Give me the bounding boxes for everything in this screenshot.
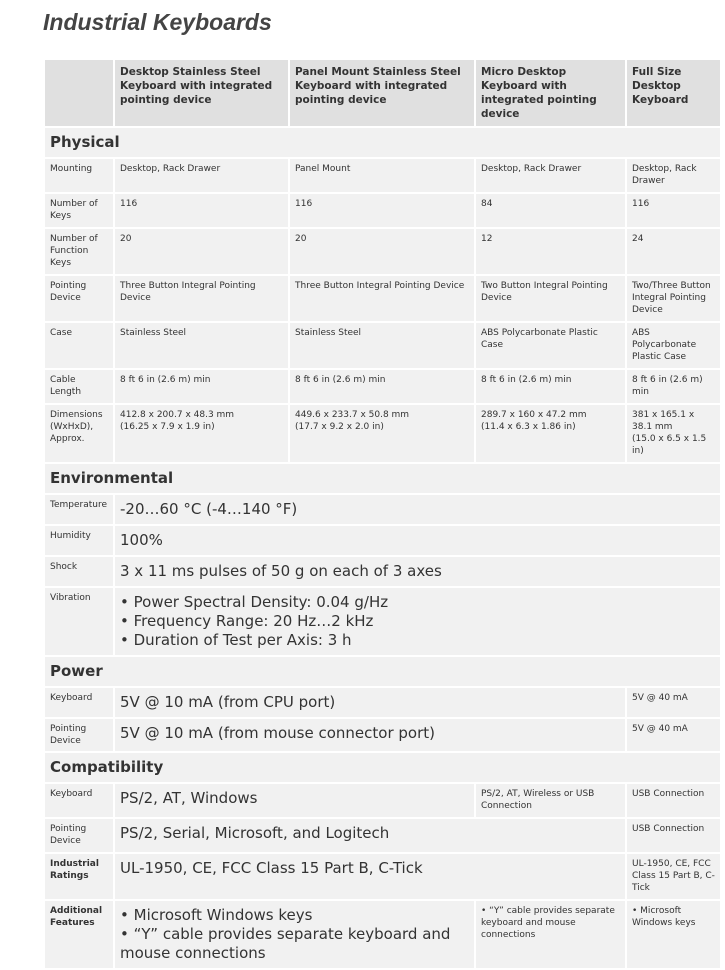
dimension-metric: 381 x 165.1 x 38.1 mm <box>632 410 695 432</box>
row-label: Dimensions (WxHxD), Approx. <box>44 404 114 463</box>
row-label: Industrial Ratings <box>44 853 114 900</box>
column-header: Full Size Desktop Keyboard <box>626 59 721 127</box>
table-row <box>44 193 721 228</box>
table-cell: 84 <box>475 193 626 228</box>
table-cell: UL-1950, CE, FCC Class 15 Part B, C-Tick <box>626 853 721 900</box>
table-row <box>44 853 721 900</box>
list-item: • Frequency Range: 20 Hz…2 kHz <box>120 612 715 631</box>
table-cell: 8 ft 6 in (2.6 m) min <box>475 369 626 404</box>
table-cell: 116 <box>626 193 721 228</box>
table-cell: 5V @ 10 mA (from mouse connector port) <box>114 718 626 752</box>
section-heading-power: Power <box>44 656 721 687</box>
table-cell: Desktop, Rack Drawer <box>626 158 721 193</box>
table-cell <box>626 900 721 969</box>
row-label: Pointing Device <box>44 818 114 853</box>
section-heading-compatibility: Compatibility <box>44 752 721 783</box>
table-cell: ABS Polycarbonate Plastic Case <box>626 322 721 369</box>
section-heading-environmental: Environmental <box>44 463 721 494</box>
table-row <box>44 818 721 853</box>
table-row <box>44 322 721 369</box>
table-cell: Panel Mount <box>289 158 475 193</box>
table-cell: Desktop, Rack Drawer <box>475 158 626 193</box>
table-cell <box>289 404 475 463</box>
table-cell <box>114 900 475 969</box>
table-row <box>44 783 721 818</box>
table-cell: 8 ft 6 in (2.6 m) min <box>626 369 721 404</box>
column-header: Desktop Stainless Steel Keyboard with integrated pointing device <box>114 59 289 127</box>
row-label: Number of Function Keys <box>44 228 114 275</box>
table-cell: 3 x 11 ms pulses of 50 g on each of 3 axes <box>114 556 721 587</box>
table-cell: 116 <box>114 193 289 228</box>
table-cell <box>475 900 626 969</box>
table-row <box>44 587 721 656</box>
table-cell: Desktop, Rack Drawer <box>114 158 289 193</box>
table-cell: UL-1950, CE, FCC Class 15 Part B, C-Tick <box>114 853 626 900</box>
table-cell: 8 ft 6 in (2.6 m) min <box>289 369 475 404</box>
table-row <box>44 556 721 587</box>
table-cell: Stainless Steel <box>289 322 475 369</box>
table-row <box>44 718 721 752</box>
row-label: Mounting <box>44 158 114 193</box>
header-corner <box>44 59 114 127</box>
table-row <box>44 404 721 463</box>
table-cell <box>114 404 289 463</box>
table-cell: 12 <box>475 228 626 275</box>
section-heading-physical: Physical <box>44 127 721 158</box>
dimension-imperial: (17.7 x 9.2 x 2.0 in) <box>295 422 384 432</box>
table-cell: PS/2, Serial, Microsoft, and Logitech <box>114 818 626 853</box>
table-cell: Three Button Integral Pointing Device <box>289 275 475 322</box>
list-item: • Microsoft Windows keys <box>120 906 469 925</box>
table-cell <box>475 404 626 463</box>
table-row <box>44 369 721 404</box>
spec-table <box>43 58 722 970</box>
table-cell: -20…60 °C (-4…140 °F) <box>114 494 721 525</box>
table-cell: 8 ft 6 in (2.6 m) min <box>114 369 289 404</box>
table-cell: Two/Three Button Integral Pointing Device <box>626 275 721 322</box>
table-cell: 100% <box>114 525 721 556</box>
table-row <box>44 158 721 193</box>
table-cell: 20 <box>114 228 289 275</box>
table-cell: PS/2, AT, Windows <box>114 783 475 818</box>
table-cell: 5V @ 10 mA (from CPU port) <box>114 687 626 718</box>
table-cell: 116 <box>289 193 475 228</box>
row-label: Number of Keys <box>44 193 114 228</box>
table-cell: USB Connection <box>626 783 721 818</box>
row-label: Vibration <box>44 587 114 656</box>
table-cell <box>114 587 721 656</box>
header-row <box>44 59 721 127</box>
row-label: Keyboard <box>44 783 114 818</box>
row-label: Pointing Device <box>44 718 114 752</box>
column-header: Micro Desktop Keyboard with integrated pointing device <box>475 59 626 127</box>
table-row <box>44 900 721 969</box>
table-cell: Two Button Integral Pointing Device <box>475 275 626 322</box>
list-item: • “Y” cable provides separate keyboard and mouse connections <box>120 925 469 963</box>
row-label: Humidity <box>44 525 114 556</box>
column-header: Panel Mount Stainless Steel Keyboard with integrated pointing device <box>289 59 475 127</box>
list-item: • Power Spectral Density: 0.04 g/Hz <box>120 593 715 612</box>
row-label: Additional Features <box>44 900 114 969</box>
table-cell: 5V @ 40 mA <box>626 718 721 752</box>
table-row <box>44 275 721 322</box>
row-label: Keyboard <box>44 687 114 718</box>
dimension-imperial: (16.25 x 7.9 x 1.9 in) <box>120 422 215 432</box>
list-item: • Microsoft Windows keys <box>632 905 715 929</box>
table-cell: 5V @ 40 mA <box>626 687 721 718</box>
row-label: Case <box>44 322 114 369</box>
table-row <box>44 525 721 556</box>
table-cell: PS/2, AT, Wireless or USB Connection <box>475 783 626 818</box>
dimension-metric: 289.7 x 160 x 47.2 mm <box>481 410 587 420</box>
table-cell: 20 <box>289 228 475 275</box>
table-cell: Three Button Integral Pointing Device <box>114 275 289 322</box>
table-cell: 24 <box>626 228 721 275</box>
row-label: Temperature <box>44 494 114 525</box>
table-row <box>44 494 721 525</box>
table-cell <box>626 404 721 463</box>
table-cell: Stainless Steel <box>114 322 289 369</box>
dimension-metric: 412.8 x 200.7 x 48.3 mm <box>120 410 235 420</box>
list-item: • “Y” cable provides separate keyboard and mouse connections <box>481 905 620 941</box>
list-item: • Duration of Test per Axis: 3 h <box>120 631 715 650</box>
page-title: Industrial Keyboards <box>43 9 272 35</box>
table-row <box>44 687 721 718</box>
row-label: Shock <box>44 556 114 587</box>
dimension-metric: 449.6 x 233.7 x 50.8 mm <box>295 410 410 420</box>
row-label: Pointing Device <box>44 275 114 322</box>
table-cell: USB Connection <box>626 818 721 853</box>
dimension-imperial: (11.4 x 6.3 x 1.86 in) <box>481 422 576 432</box>
table-row <box>44 228 721 275</box>
row-label: Cable Length <box>44 369 114 404</box>
dimension-imperial: (15.0 x 6.5 x 1.5 in) <box>632 434 707 456</box>
table-cell: ABS Polycarbonate Plastic Case <box>475 322 626 369</box>
